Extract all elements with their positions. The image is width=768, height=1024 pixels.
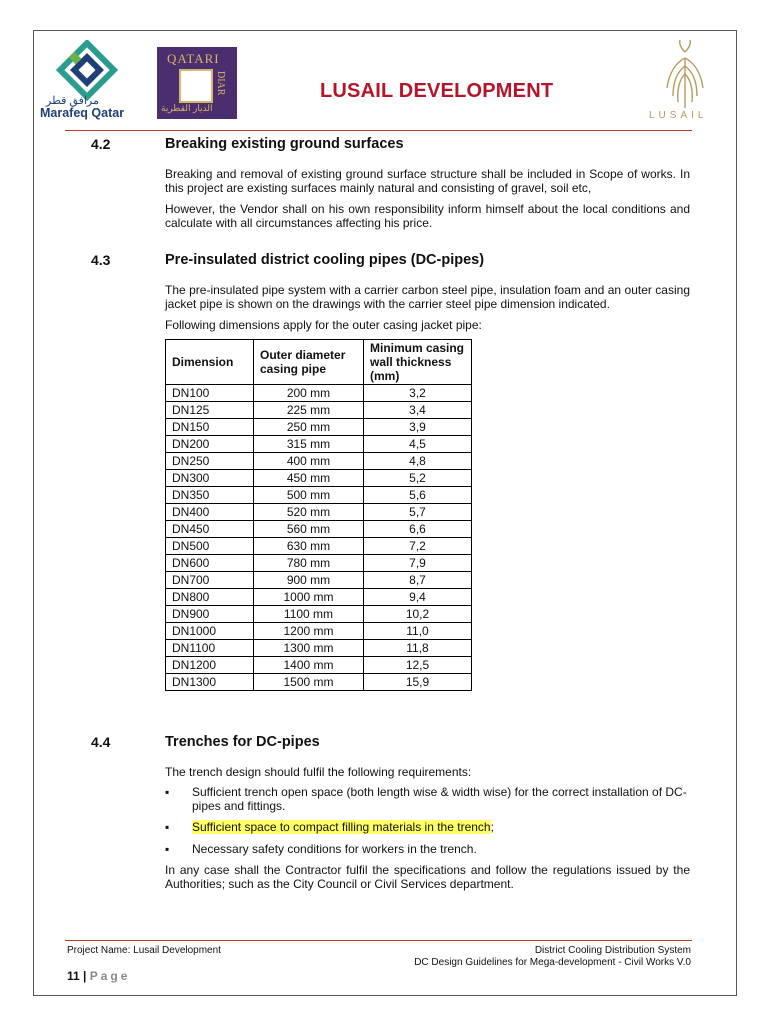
table-cell: 11,8 — [364, 640, 472, 657]
table-cell: 7,2 — [364, 538, 472, 555]
logo-text: Marafeq Qatar — [40, 106, 125, 120]
table-cell: 9,4 — [364, 589, 472, 606]
bullet-icon: ▪ — [165, 820, 170, 834]
section-heading: Trenches for DC-pipes — [165, 734, 320, 750]
table-cell: 11,0 — [364, 623, 472, 640]
paragraph: The pre-insulated pipe system with a carrier carbon steel pipe, insulation foam and an outer casing jacket pipe is shown on the drawings with the carrier steel pipe dimension indicated. — [165, 283, 690, 311]
table-row — [166, 453, 472, 470]
table-row — [166, 640, 472, 657]
table-cell: DN250 — [166, 453, 254, 470]
table-header-cell: Outer diameter casing pipe — [254, 340, 364, 385]
list-item: Necessary safety conditions for workers in the trench. — [192, 842, 477, 856]
table-cell: 780 mm — [254, 555, 364, 572]
table-cell: 520 mm — [254, 504, 364, 521]
table-cell: 5,6 — [364, 487, 472, 504]
highlighted-text: Sufficient space to compact filling materials in the trench — [192, 820, 491, 834]
table-cell: 15,9 — [364, 674, 472, 691]
table-cell: DN600 — [166, 555, 254, 572]
marafeq-qatar-logo — [40, 40, 140, 122]
table-cell: 1000 mm — [254, 589, 364, 606]
table-cell: DN900 — [166, 606, 254, 623]
logo-qatari-text: QATARI — [167, 51, 220, 66]
table-cell: 630 mm — [254, 538, 364, 555]
page-number — [67, 969, 130, 983]
table-cell: DN1300 — [166, 674, 254, 691]
table-cell: 5,2 — [364, 470, 472, 487]
footer-document-name: DC Design Guidelines for Mega-development - Civil Works V.0 — [414, 957, 691, 968]
paragraph: However, the Vendor shall on his own responsibility inform himself about the local conditions and calculate with all circumstances affecting his price. — [165, 202, 690, 230]
table-cell: DN200 — [166, 436, 254, 453]
table-row — [166, 436, 472, 453]
paragraph: Breaking and removal of existing ground surface structure shall be included in Scope of works. In this project are existing surfaces mainly natural and consisting of gravel, soil etc, — [165, 167, 690, 195]
table-cell: DN125 — [166, 402, 254, 419]
table-cell: DN400 — [166, 504, 254, 521]
table-row — [166, 657, 472, 674]
table-cell: DN1000 — [166, 623, 254, 640]
table-cell: 10,2 — [364, 606, 472, 623]
section-number: 4.3 — [91, 252, 111, 268]
table-cell: DN1200 — [166, 657, 254, 674]
table-cell: 315 mm — [254, 436, 364, 453]
table-row — [166, 674, 472, 691]
logo-square-icon — [179, 69, 213, 103]
bullet-icon: ▪ — [165, 785, 170, 799]
table-cell: 1100 mm — [254, 606, 364, 623]
table-row — [166, 589, 472, 606]
table-cell: 560 mm — [254, 521, 364, 538]
table-cell: 400 mm — [254, 453, 364, 470]
table-row — [166, 504, 472, 521]
table-cell: DN150 — [166, 419, 254, 436]
table-cell: 900 mm — [254, 572, 364, 589]
list-item-punctuation: ; — [490, 820, 494, 834]
logo-lusail-text: LUSAIL — [649, 110, 708, 121]
table-header-row — [166, 340, 472, 385]
table-cell: 200 mm — [254, 385, 364, 402]
page-label: Page — [89, 969, 131, 983]
table-row — [166, 606, 472, 623]
table-cell: 4,8 — [364, 453, 472, 470]
footer-project-name: Project Name: Lusail Development — [67, 945, 221, 956]
table-cell: 500 mm — [254, 487, 364, 504]
footer-system-name: District Cooling Distribution System — [534, 945, 691, 956]
section-heading: Pre-insulated district cooling pipes (DC-pipes) — [165, 252, 485, 268]
page-number-separator: | — [79, 969, 90, 983]
table-cell: 1400 mm — [254, 657, 364, 674]
table-row — [166, 555, 472, 572]
bullet-icon: ▪ — [165, 842, 170, 856]
table-cell: DN350 — [166, 487, 254, 504]
table-cell: 3,4 — [364, 402, 472, 419]
table-cell: 12,5 — [364, 657, 472, 674]
section-number: 4.4 — [91, 734, 111, 750]
table-cell: 1200 mm — [254, 623, 364, 640]
logo-arabic-text: مرافق قطر — [46, 95, 99, 107]
table-cell: DN450 — [166, 521, 254, 538]
table-cell: DN100 — [166, 385, 254, 402]
table-row — [166, 487, 472, 504]
logo-diar-text: DIAR — [215, 71, 226, 96]
table-row — [166, 402, 472, 419]
table-cell: 4,5 — [364, 436, 472, 453]
table-row — [166, 538, 472, 555]
section-heading: Breaking existing ground surfaces — [165, 136, 404, 152]
table-cell: 3,2 — [364, 385, 472, 402]
paragraph: The trench design should fulfil the following requirements: — [165, 765, 472, 779]
page-number-value: 11 — [67, 969, 80, 983]
header-divider — [65, 130, 692, 131]
paragraph: In any case shall the Contractor fulfil the specifications and follow the regulations issued by the Authorities; such as the City Council or Civil Services department. — [165, 863, 690, 891]
table-cell: DN300 — [166, 470, 254, 487]
table-cell: 8,7 — [364, 572, 472, 589]
lusail-logo — [645, 38, 725, 124]
table-cell: DN1100 — [166, 640, 254, 657]
logo-arabic-text: الديار القطرية — [161, 103, 213, 113]
table-cell: DN500 — [166, 538, 254, 555]
table-cell: DN700 — [166, 572, 254, 589]
table-cell: DN800 — [166, 589, 254, 606]
table-cell: 250 mm — [254, 419, 364, 436]
section-number: 4.2 — [91, 136, 111, 152]
paragraph: Following dimensions apply for the outer casing jacket pipe: — [165, 318, 482, 332]
table-cell: 450 mm — [254, 470, 364, 487]
table-header-cell: Dimension — [166, 340, 254, 385]
list-item: Sufficient trench open space (both length wise & width wise) for the correct installation of DC-pipes and fittings. — [192, 785, 687, 813]
table-row — [166, 572, 472, 589]
footer-divider — [65, 940, 692, 941]
document-title: LUSAIL DEVELOPMENT — [320, 80, 554, 102]
table-cell: 7,9 — [364, 555, 472, 572]
table-row — [166, 385, 472, 402]
table-row — [166, 623, 472, 640]
table-cell: 3,9 — [364, 419, 472, 436]
table-row — [166, 521, 472, 538]
table-cell: 225 mm — [254, 402, 364, 419]
table-cell: 5,7 — [364, 504, 472, 521]
list-item — [192, 820, 690, 834]
table-cell: 6,6 — [364, 521, 472, 538]
table-row — [166, 419, 472, 436]
table-cell: 1300 mm — [254, 640, 364, 657]
qatari-diar-logo — [157, 47, 237, 119]
table-body — [166, 385, 472, 691]
table-header-cell: Minimum casing wall thickness (mm) — [364, 340, 472, 385]
table-cell: 1500 mm — [254, 674, 364, 691]
dimensions-table — [165, 339, 472, 691]
table-row — [166, 470, 472, 487]
